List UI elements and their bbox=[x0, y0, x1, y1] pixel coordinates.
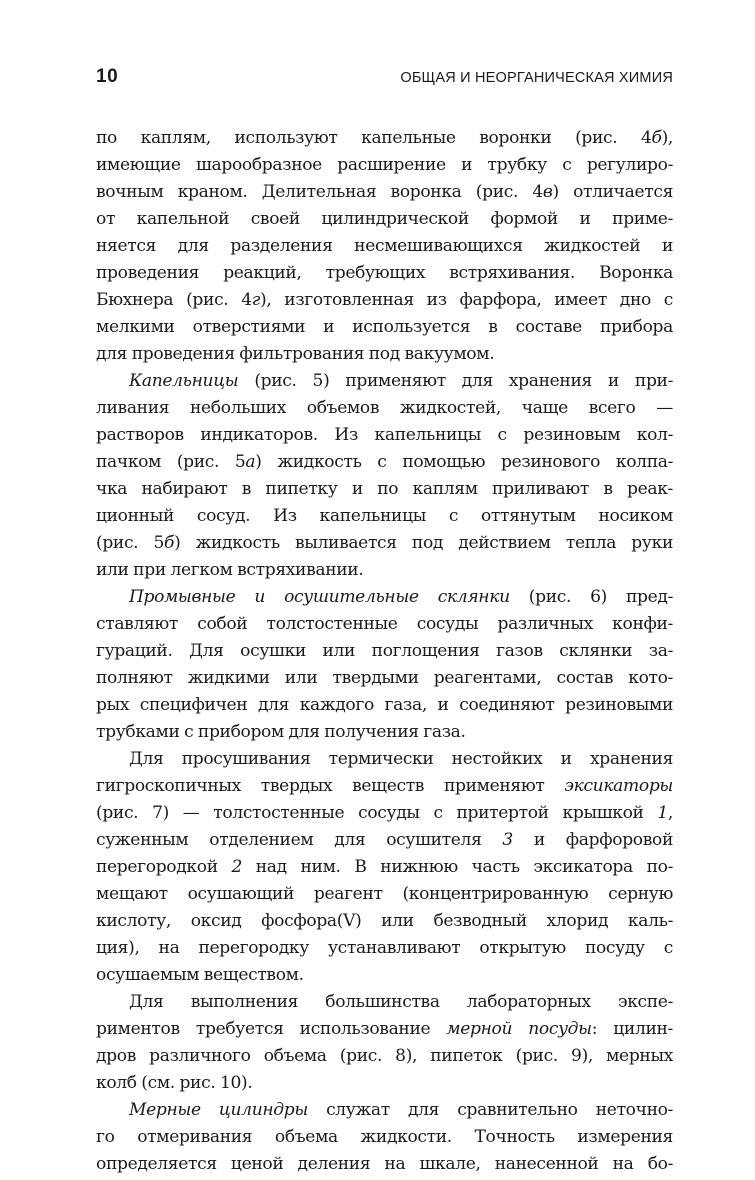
text-line bbox=[96, 1070, 673, 1097]
text-line bbox=[96, 476, 673, 503]
text-line bbox=[96, 503, 673, 530]
text-run: растворов индикаторов. Из капельницы с резиновым кол- bbox=[96, 425, 673, 445]
italic-text: б bbox=[651, 128, 662, 148]
text-run: над ним. В нижнюю часть эксикатора по- bbox=[242, 857, 673, 877]
text-run: и фарфоровой bbox=[512, 830, 673, 850]
text-line bbox=[96, 557, 673, 584]
text-run: определяется ценой деления на шкале, нанесенной на бо- bbox=[96, 1154, 673, 1174]
text-line bbox=[96, 152, 673, 179]
text-run: мещают осушающий реагент (концентрированную серную bbox=[96, 884, 673, 904]
italic-text: эксикаторы bbox=[564, 776, 673, 796]
text-line bbox=[96, 1124, 673, 1151]
text-line bbox=[96, 341, 673, 368]
text-run: ливания небольших объемов жидкостей, чаще всего — bbox=[96, 398, 673, 418]
text-run: дров различного объема (рис. 8), пипеток (рис. 9), мерных bbox=[96, 1046, 673, 1066]
italic-text: Мерные цилиндры bbox=[129, 1100, 308, 1120]
text-line bbox=[96, 287, 673, 314]
text-run: Бюхнера (рис. 4 bbox=[96, 290, 252, 310]
text-run: ставляют собой толстостенные сосуды различных конфи- bbox=[96, 614, 673, 634]
text-run: вочным краном. Делительная воронка (рис. 4 bbox=[96, 182, 543, 202]
italic-text: а bbox=[245, 452, 256, 472]
text-run: (рис. 5 bbox=[96, 533, 164, 553]
text-run: ), bbox=[661, 128, 673, 148]
text-line bbox=[96, 827, 673, 854]
text-run: ), изготовленная из фарфора, имеет дно с bbox=[260, 290, 673, 310]
page-number: 10 bbox=[96, 66, 119, 87]
text-line bbox=[96, 422, 673, 449]
italic-text: Промывные и осушительные склянки bbox=[129, 587, 510, 607]
text-line bbox=[96, 989, 673, 1016]
text-run: имеющие шарообразное расширение и трубку с регулиро- bbox=[96, 155, 673, 175]
text-run: няется для разделения несмешивающихся жидкостей и bbox=[96, 236, 673, 256]
text-line bbox=[96, 1151, 673, 1178]
text-run: мелкими отверстиями и используется в составе прибора bbox=[96, 317, 673, 337]
text-run: перегородкой bbox=[96, 857, 232, 877]
text-run: , bbox=[667, 803, 673, 823]
italic-text: г bbox=[251, 290, 261, 310]
text-line bbox=[96, 908, 673, 935]
text-run: (рис. 6) пред- bbox=[509, 587, 673, 607]
text-run: (рис. 7) — толстостенные сосуды с притертой крышкой bbox=[96, 803, 658, 823]
text-line bbox=[96, 1043, 673, 1070]
text-run: го отмеривания объема жидкости. Точность измерения bbox=[96, 1127, 673, 1147]
text-run: проведения реакций, требующих встряхивания. Воронка bbox=[96, 263, 673, 283]
text-line bbox=[96, 800, 673, 827]
text-line bbox=[96, 962, 673, 989]
text-run: ) жидкость выливается под действием тепла руки bbox=[174, 533, 673, 553]
text-line bbox=[96, 233, 673, 260]
text-run: суженным отделением для осушителя bbox=[96, 830, 503, 850]
text-line bbox=[96, 854, 673, 881]
text-line bbox=[96, 395, 673, 422]
text-line bbox=[96, 935, 673, 962]
text-run: пачком (рис. 5 bbox=[96, 452, 246, 472]
text-line bbox=[96, 584, 673, 611]
text-line bbox=[96, 179, 673, 206]
italic-text: Капельницы bbox=[129, 371, 239, 391]
text-run: кислоту, оксид фосфора(V) или безводный хлорид каль- bbox=[96, 911, 673, 931]
text-run: по каплям, используют капельные воронки (рис. 4 bbox=[96, 128, 652, 148]
text-run: ционный сосуд. Из капельницы с оттянутым носиком bbox=[96, 506, 673, 526]
text-run: гигроскопичных твердых веществ применяют bbox=[96, 776, 565, 796]
text-run: (рис. 5) применяют для хранения и при- bbox=[238, 371, 673, 391]
text-line bbox=[96, 611, 673, 638]
text-run: рых специфичен для каждого газа, и соединяют резиновыми bbox=[96, 695, 673, 715]
italic-text: 3 bbox=[502, 830, 513, 850]
text-line bbox=[96, 881, 673, 908]
text-run: гураций. Для осушки или поглощения газов склянки за- bbox=[96, 641, 673, 661]
italic-text: мерной посуды bbox=[446, 1019, 592, 1039]
text-line bbox=[96, 773, 673, 800]
text-run: колб (см. рис. 10). bbox=[96, 1073, 253, 1093]
italic-text: 2 bbox=[231, 857, 242, 877]
text-line bbox=[96, 638, 673, 665]
text-line bbox=[96, 260, 673, 287]
text-line bbox=[96, 719, 673, 746]
text-line bbox=[96, 665, 673, 692]
text-run: ция), на перегородку устанавливают открытую посуду с bbox=[96, 938, 673, 958]
text-run: чка набирают в пипетку и по каплям приливают в реак- bbox=[96, 479, 673, 499]
text-run: Для просушивания термически нестойких и хранения bbox=[129, 749, 673, 769]
text-run: Для выполнения большинства лабораторных экспе- bbox=[129, 992, 673, 1012]
text-line bbox=[96, 206, 673, 233]
text-run: : цилин- bbox=[591, 1019, 673, 1039]
text-run: служат для сравнительно неточно- bbox=[307, 1100, 673, 1120]
text-line bbox=[96, 125, 673, 152]
text-run: ) отличается bbox=[552, 182, 673, 202]
italic-text: б bbox=[164, 533, 175, 553]
text-run: ) жидкость с помощью резинового колпа- bbox=[255, 452, 673, 472]
italic-text: 1 bbox=[657, 803, 668, 823]
section-title: ОБЩАЯ И НЕОРГАНИЧЕСКАЯ ХИМИЯ bbox=[400, 70, 673, 86]
text-run: для проведения фильтрования под вакуумом. bbox=[96, 344, 495, 364]
text-run: от капельной своей цилиндрической формой и приме- bbox=[96, 209, 673, 229]
text-line bbox=[96, 1097, 673, 1124]
text-run: полняют жидкими или твердыми реагентами, состав кото- bbox=[96, 668, 673, 688]
text-run: осушаемым веществом. bbox=[96, 965, 304, 985]
text-line bbox=[96, 1016, 673, 1043]
text-run: трубками с прибором для получения газа. bbox=[96, 722, 466, 742]
running-head bbox=[96, 66, 673, 88]
text-line bbox=[96, 692, 673, 719]
body-text bbox=[96, 125, 673, 1178]
text-line bbox=[96, 314, 673, 341]
text-line bbox=[96, 746, 673, 773]
text-line bbox=[96, 530, 673, 557]
text-run: или при легком встряхивании. bbox=[96, 560, 364, 580]
italic-text: в bbox=[542, 182, 553, 202]
text-line bbox=[96, 449, 673, 476]
text-line bbox=[96, 368, 673, 395]
text-run: риментов требуется использование bbox=[96, 1019, 447, 1039]
